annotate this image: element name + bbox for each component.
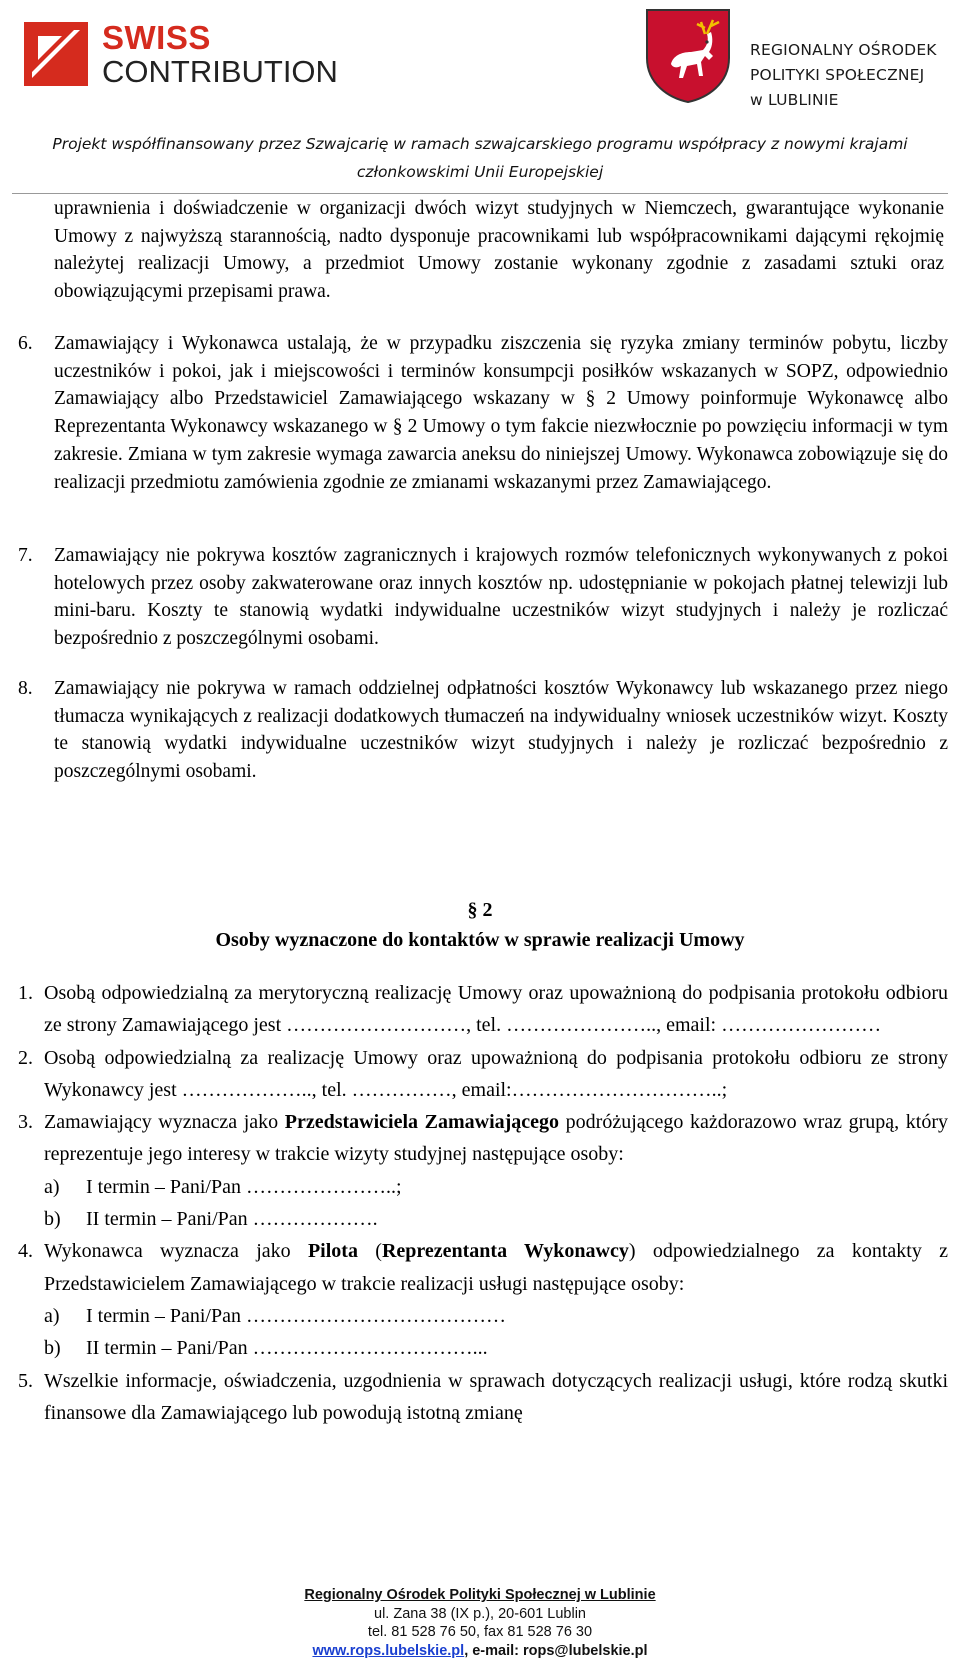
sub-item-text: I termin – Pani/Pan …………………………………	[86, 1304, 506, 1327]
clause-number: 7.	[18, 545, 33, 566]
lublin-crest-icon	[643, 6, 733, 104]
sub-item-b	[44, 1203, 948, 1235]
footer-website-link[interactable]: www.rops.lubelskie.pl	[312, 1642, 465, 1659]
clause-number: 6.	[18, 333, 33, 354]
contact-item-5	[18, 1365, 948, 1430]
item-text	[44, 1235, 948, 1300]
swiss-flag-icon	[24, 22, 88, 86]
item-text-bold: Pilota	[307, 1240, 358, 1263]
item-text-part: podróżującego każdorazowo wraz grupą, który reprezentuje jego interesy w trakcie wizyty studyjnej następujące osoby:	[44, 1111, 948, 1166]
sub-item-label: b)	[44, 1208, 61, 1231]
item-text-part: (	[357, 1240, 382, 1263]
item-text-bold: Reprezentanta Wykonawcy	[381, 1240, 629, 1263]
item-number: 2.	[18, 1046, 33, 1069]
item-text-bold: Przedstawiciela Zamawiającego	[284, 1111, 560, 1134]
item-number: 5.	[18, 1369, 33, 1392]
contact-item-1	[18, 977, 948, 1042]
item-number: 1.	[18, 982, 33, 1004]
sub-item-text: II termin – Pani/Pan ……………………………...	[86, 1337, 488, 1360]
sub-item-b	[44, 1332, 948, 1364]
sub-item-label: a)	[44, 1175, 60, 1198]
contact-item-4	[18, 1235, 948, 1364]
clause-number: 8.	[18, 678, 33, 699]
sub-item-label: b)	[44, 1337, 61, 1360]
project-note-line-1: Projekt współfinansowany przez Szwajcarię w ramach szwajcarskiego programu współpracy z nowymi krajami	[52, 135, 908, 153]
project-note-line-2: członkowskimi Unii Europejskiej	[356, 163, 604, 181]
org-name-line-3: w LUBLINIE	[750, 91, 839, 109]
footer-address: ul. Zana 38 (IX p.), 20-601 Lublin	[374, 1605, 586, 1622]
org-name-line-1: REGIONALNY OŚRODEK	[750, 41, 937, 59]
continuation-paragraph: uprawnienia i doświadczenie w organizacji dwóch wizyt studyjnych w Niemczech, gwarantujące wykonanie Umowy z najwyższą starannością, nadto dysponuje pracownikami lub współpracownikami dającymi rękojmię należytej realizacji Umowy, a przedmiot Umowy zostanie wykonany zgodnie z zasadami sztuki oraz obowiązującymi przepisami prawa.	[54, 198, 944, 303]
item-text-part: ) odpowiedzialnego za kontakty z Przedstawicielem Zamawiającego w trakcie realizacji usługi następujące osoby:	[44, 1240, 949, 1295]
sub-item-text: II termin – Pani/Pan ……………….	[86, 1208, 378, 1231]
footer-email: , e-mail: rops@lubelskie.pl	[464, 1642, 648, 1659]
section-title: Osoby wyznaczone do kontaktów w sprawie realizacji Umowy	[215, 929, 745, 951]
sub-item-a	[44, 1300, 948, 1332]
item-number: 4.	[18, 1240, 33, 1263]
logo-line-swiss: SWISS	[102, 19, 211, 56]
project-cofinancing-note	[0, 130, 960, 186]
item-text-part: Wykonawca wyznacza jako	[44, 1240, 308, 1263]
section-mark: § 2	[467, 899, 493, 921]
footer-org-name: Regionalny Ośrodek Polityki Społecznej w Lublinie	[304, 1587, 656, 1603]
contact-item-2	[18, 1042, 948, 1107]
sub-item-a	[44, 1171, 948, 1203]
header-divider	[12, 193, 948, 194]
item-text-part: Zamawiający wyznacza jako	[44, 1111, 285, 1134]
footer-phones: tel. 81 528 76 50, fax 81 528 76 30	[367, 1624, 593, 1640]
sub-item-label: a)	[44, 1304, 60, 1327]
sub-item-text: I termin – Pani/Pan …………………..;	[86, 1175, 402, 1198]
item-text	[44, 1106, 948, 1171]
item-text: Osobą odpowiedzialną za merytoryczną realizację Umowy oraz upoważnioną do podpisania protokołu odbioru ze strony Zamawiającego jest ………………………, tel. ………………….., email: ……………………	[44, 982, 948, 1037]
clause-text: Zamawiający i Wykonawca ustalają, że w przypadku ziszczenia się ryzyka zmiany terminów pobytu, liczby uczestników i pokoi, jak i miejscowości i terminów konsumpcji posiłków wskazanych w SOPZ, odpowiednio Zamawiający albo Przedstawiciel Zamawiającego wskazany w § 2 Umowy poinformuje Wykonawcę albo Reprezentanta Wykonawcy wskazanego w § 2 Umowy o tym fakcie niezwłocznie po powzięciu informacji w tym zakresie. Zmiana w tym zakresie wymaga zawarcia aneksu do niniejszej Umowy. Wykonawca zobowiązuje się do realizacji przedmiotu zamówienia zgodnie ze zmianami wskazanymi przez Zamawiającego.	[54, 333, 948, 493]
item-text: Osobą odpowiedzialną za realizację Umowy oraz upoważnioną do podpisania protokołu odbioru ze strony Wykonawcy jest ……………….., tel. ……………, email:…………………………..;	[44, 1046, 948, 1101]
org-name-line-2: POLITYKI SPOŁECZNEJ	[750, 66, 925, 84]
clause-text: Zamawiający nie pokrywa w ramach oddzielnej odpłatności kosztów Wykonawcy lub wskazanego przez niego tłumacza wynikających z realizacji dodatkowych tłumaczeń na indywidualny wniosek uczestników wizyt. Koszty te stanowią wydatki indywidualne uczestników wizyt studyjnych i należy je rozliczać bezpośrednio z poszczególnymi osobami.	[54, 678, 948, 783]
page-footer	[0, 1586, 960, 1660]
swiss-contribution-logo	[24, 20, 354, 90]
organization-name	[750, 38, 937, 113]
contact-item-3	[18, 1106, 948, 1235]
footer-contact	[0, 1642, 960, 1661]
item-text: Wszelkie informacje, oświadczenia, uzgodnienia w sprawach dotyczących realizacji usługi, które rodzą skutki finansowe dla Zamawiającego lub powodują istotną zmianę	[44, 1369, 948, 1424]
section-2-list	[18, 977, 948, 1429]
page-header	[0, 0, 960, 200]
logo-line-contribution: CONTRIBUTION	[102, 54, 338, 89]
item-number: 3.	[18, 1111, 33, 1134]
clause-text: Zamawiający nie pokrywa kosztów zagranicznych i krajowych rozmów telefonicznych wykonywanych z pokoi hotelowych przez osoby zakwaterowane oraz innych kosztów np. udostępnianie w pokojach płatnej telewizji lub mini-baru. Koszty te stanowią wydatki indywidualne uczestników wizyt studyjnych i należy je rozliczać bezpośrednio z poszczególnymi osobami.	[54, 545, 948, 650]
